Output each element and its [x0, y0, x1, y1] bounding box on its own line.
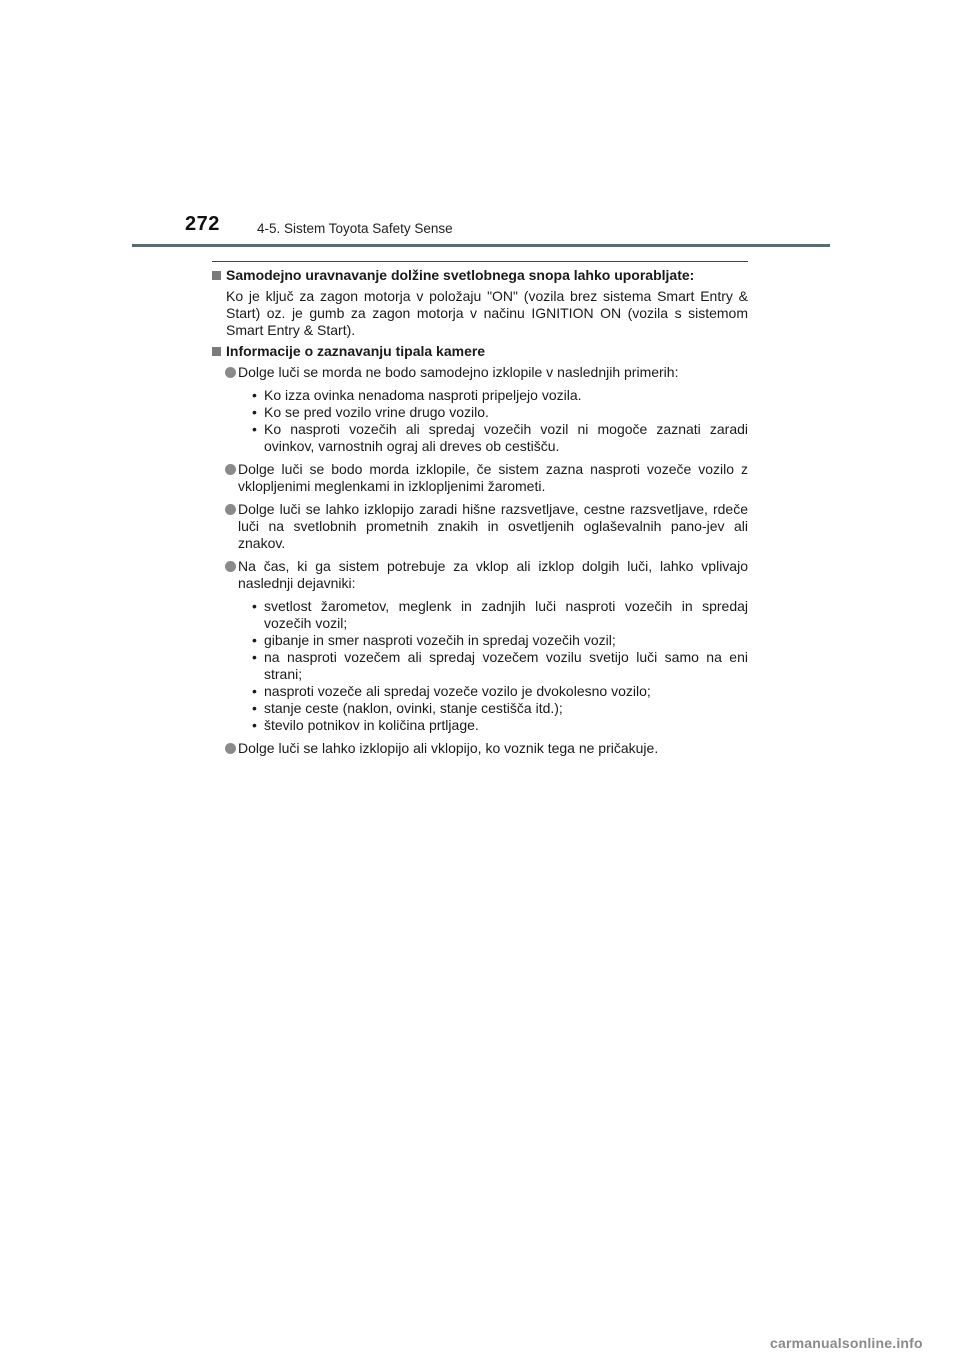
- sub-list-item: • stanje ceste (naklon, ovinki, stanje cestišča itd.);: [252, 700, 748, 717]
- section-title: [212, 343, 748, 360]
- sub-list-item: • svetlost žarometov, meglenk in zadnjih luči nasproti vozečih in spredaj vozečih vozil;: [252, 598, 748, 632]
- list-item-text: Dolge luči se morda ne bodo samodejno izklopile v naslednjih primerih:: [238, 364, 679, 380]
- section-auto-leveling: [212, 267, 748, 339]
- section-reference: 4-5. Sistem Toyota Safety Sense: [257, 221, 453, 236]
- square-bullet-icon: [212, 347, 221, 356]
- watermark-logo: carmanualsonline.info: [770, 1335, 923, 1351]
- sub-list-item: • na nasproti vozečem ali spredaj vozečem vozilu svetijo luči samo na eni strani;: [252, 649, 748, 683]
- section-title-text: Informacije o zaznavanju tipala kamere: [226, 343, 486, 359]
- header-rule: [132, 244, 830, 247]
- list-item: [212, 501, 748, 552]
- page-number: 272: [185, 213, 220, 235]
- circle-bullet-icon: [225, 504, 236, 515]
- sub-list-item: • Ko nasproti vozečih ali spredaj vozečih vozil ni mogoče zaznati zaradi ovinkov, varnostnih ograj ali dreves ob cestišču.: [252, 421, 748, 455]
- list-item: [212, 558, 748, 734]
- sub-list-item: • gibanje in smer nasproti vozečih in spredaj vozečih vozil;: [252, 632, 748, 649]
- sub-list: [238, 598, 748, 734]
- list-item-text: Dolge luči se lahko izklopijo zaradi hišne razsvetljave, cestne razsvetljave, rdeče luči na svetlobnih prometnih znakih in osvetljenih oglaševalnih pano-jev ali znakov.: [238, 501, 748, 551]
- page-header: [0, 0, 960, 250]
- list-item-text: Dolge luči se lahko izklopijo ali vklopijo, ko voznik tega ne pričakuje.: [238, 740, 659, 756]
- sub-list-item: • Ko izza ovinka nenadoma nasproti pripeljejo vozila.: [252, 387, 748, 404]
- sub-list-item: • nasproti vozeče ali spredaj vozeče vozilo je dvokolesno vozilo;: [252, 683, 748, 700]
- sub-list-item: • število potnikov in količina prtljage.: [252, 717, 748, 734]
- circle-bullet-icon: [225, 743, 236, 754]
- list-item-text: Na čas, ki ga sistem potrebuje za vklop ali izklop dolgih luči, lahko vplivajo naslednji dejavniki:: [238, 558, 748, 591]
- sub-list-item: • Ko se pred vozilo vrine drugo vozilo.: [252, 404, 748, 421]
- section-title-text: Samodejno uravnavanje dolžine svetlobnega snopa lahko uporabljate:: [226, 267, 695, 283]
- list-item-text: Dolge luči se bodo morda izklopile, če sistem zazna nasproti vozeče vozilo z vklopljenimi meglenkami in izklopljenimi žarometi.: [238, 461, 748, 494]
- list-item: [212, 461, 748, 495]
- circle-bullet-icon: [225, 464, 236, 475]
- content-top-rule: [212, 261, 748, 262]
- sub-list: [238, 387, 748, 455]
- section-camera-sensor-info: [212, 343, 748, 757]
- square-bullet-icon: [212, 271, 221, 280]
- circle-bullet-icon: [225, 561, 236, 572]
- section-paragraph: Ko je ključ za zagon motorja v položaju "ON" (vozila brez sistema Smart Entry & Start) oz. je gumb za zagon motorja v načinu IGNITION ON (vozila s sistemom Smart Entry & Start).: [226, 288, 748, 338]
- page-content: [212, 264, 748, 763]
- list-item: [212, 740, 748, 757]
- circle-bullet-icon: [225, 367, 236, 378]
- list-item: [212, 364, 748, 455]
- section-title: [212, 267, 748, 284]
